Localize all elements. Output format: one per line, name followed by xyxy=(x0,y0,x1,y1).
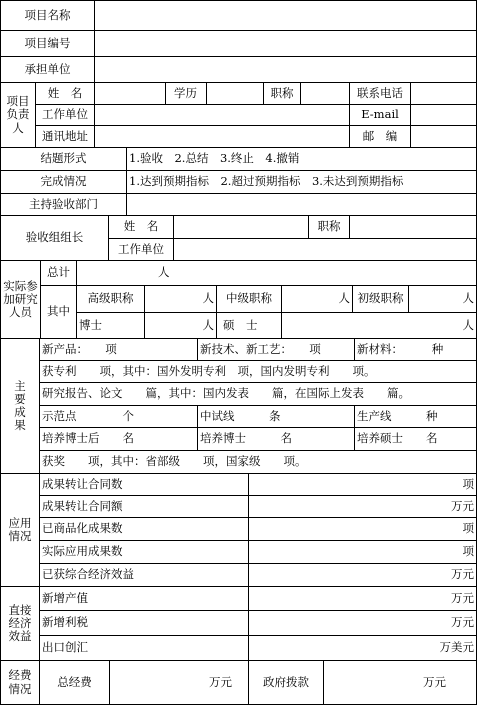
awards[interactable]: 获奖 项，其中：省部级 项，国家级 项。 xyxy=(39,450,477,474)
app-item-field[interactable] xyxy=(248,517,477,541)
app-item-field[interactable] xyxy=(248,563,477,587)
app-item-unit: 项 xyxy=(462,521,474,536)
leader-address-label: 通讯地址 xyxy=(35,125,95,148)
acc-work-unit-label: 工作单位 xyxy=(108,238,174,261)
app-item-unit: 万元 xyxy=(451,567,474,582)
master-unit: 人 xyxy=(462,317,474,332)
junior-title-label: 初级职称 xyxy=(352,285,409,313)
middle-title-field[interactable] xyxy=(281,285,353,313)
total-unit: 人 xyxy=(158,265,170,280)
leader-education-label: 学历 xyxy=(165,82,207,105)
senior-unit: 人 xyxy=(202,291,214,306)
econ-item-field[interactable] xyxy=(248,635,477,661)
total-funding-unit: 万元 xyxy=(209,674,232,689)
leader-work-unit-label: 工作单位 xyxy=(35,104,95,126)
project-leader-label: 项目负责人 xyxy=(0,82,36,148)
gov-funding-unit: 万元 xyxy=(423,674,446,689)
project-number-field[interactable] xyxy=(94,30,477,57)
new-material[interactable]: 新材料： 种 xyxy=(354,338,477,361)
acc-name-label: 姓 名 xyxy=(108,215,174,239)
senior-title-field[interactable] xyxy=(144,285,217,313)
app-item-unit: 万元 xyxy=(451,498,474,513)
leader-address-field[interactable] xyxy=(94,125,350,148)
gov-funding-field[interactable] xyxy=(323,660,477,705)
leader-phone-field[interactable] xyxy=(410,82,477,105)
econ-item-unit: 万元 xyxy=(451,590,474,605)
doctor-label: 博士 xyxy=(76,312,145,339)
leader-title-field[interactable] xyxy=(300,82,350,105)
papers[interactable]: 研究报告、论文 篇，其中：国内发表 篇，在国际上发表 篇。 xyxy=(39,382,477,406)
app-item-label: 成果转让合同额 xyxy=(39,495,249,518)
among-label: 其中 xyxy=(40,285,77,339)
main-results-label: 主要成果 xyxy=(0,338,40,474)
completion-label: 完成情况 xyxy=(0,170,127,194)
acc-title-field[interactable] xyxy=(349,215,477,239)
undertaking-unit-label: 承担单位 xyxy=(0,56,95,83)
app-item-field[interactable] xyxy=(248,540,477,564)
pilot-line[interactable]: 中试线 条 xyxy=(197,405,355,428)
undertaking-unit-field[interactable] xyxy=(94,56,477,83)
junior-title-field[interactable] xyxy=(408,285,477,313)
research-staff-label: 实际参加研究人员 xyxy=(0,260,41,339)
gov-funding-label: 政府拨款 xyxy=(248,660,324,705)
leader-postcode-label: 邮 编 xyxy=(349,125,411,148)
demo-point[interactable]: 示范点 个 xyxy=(39,405,198,428)
leader-email-label: E-mail xyxy=(349,104,411,126)
total-funding-label: 总经费 xyxy=(39,660,110,705)
total-label: 总计 xyxy=(40,260,77,286)
econ-item-label: 出口创汇 xyxy=(39,635,249,661)
total-field[interactable] xyxy=(76,260,477,286)
leader-email-field[interactable] xyxy=(410,104,477,126)
master-label: 硕 士 xyxy=(216,312,282,339)
project-number-label: 项目编号 xyxy=(0,30,95,57)
new-product[interactable]: 新产品： 项 xyxy=(39,338,198,361)
app-item-field[interactable] xyxy=(248,473,477,496)
acceptance-dept-field[interactable] xyxy=(126,193,477,216)
total-funding-field[interactable] xyxy=(109,660,249,705)
app-item-label: 成果转让合同数 xyxy=(39,473,249,496)
acc-name-field[interactable] xyxy=(173,215,309,239)
econ-item-field[interactable] xyxy=(248,610,477,636)
acceptance-dept-label: 主持验收部门 xyxy=(0,193,127,216)
master-trained[interactable]: 培养硕士 名 xyxy=(354,427,477,451)
middle-unit: 人 xyxy=(338,291,350,306)
doctor-unit: 人 xyxy=(202,317,214,332)
application-label: 应用情况 xyxy=(0,473,40,587)
acceptance-leader-label: 验收组组长 xyxy=(0,215,109,261)
leader-postcode-field[interactable] xyxy=(410,125,477,148)
production-line[interactable]: 生产线 种 xyxy=(354,405,477,428)
app-item-label: 已商品化成果数 xyxy=(39,517,249,541)
closure-form-options[interactable]: 1.验收 2.总结 3.终止 4.撤销 xyxy=(126,147,477,171)
new-tech[interactable]: 新技术、新工艺： 项 xyxy=(197,338,355,361)
acc-title-label: 职称 xyxy=(308,215,350,239)
middle-title-label: 中级职称 xyxy=(216,285,282,313)
econ-item-field[interactable] xyxy=(248,586,477,611)
leader-name-label: 姓 名 xyxy=(35,82,95,105)
app-item-unit: 项 xyxy=(462,476,474,491)
econ-item-label: 新增产值 xyxy=(39,586,249,611)
acc-work-unit-field[interactable] xyxy=(173,238,477,261)
phd-trained[interactable]: 培养博士 名 xyxy=(197,427,355,451)
app-item-field[interactable] xyxy=(248,495,477,518)
econ-item-unit: 万元 xyxy=(451,615,474,630)
master-field[interactable] xyxy=(281,312,477,339)
junior-unit: 人 xyxy=(462,291,474,306)
econ-item-unit: 万美元 xyxy=(439,640,474,655)
leader-work-unit-field[interactable] xyxy=(94,104,350,126)
app-item-label: 实际应用成果数 xyxy=(39,540,249,564)
app-item-label: 已获综合经济效益 xyxy=(39,563,249,587)
econ-item-label: 新增利税 xyxy=(39,610,249,636)
leader-name-field[interactable] xyxy=(94,82,166,105)
project-name-label: 项目名称 xyxy=(0,0,95,31)
closure-form-label: 结题形式 xyxy=(0,147,127,171)
leader-education-field[interactable] xyxy=(206,82,264,105)
app-item-unit: 项 xyxy=(462,544,474,559)
senior-title-label: 高级职称 xyxy=(76,285,145,313)
project-name-field[interactable] xyxy=(94,0,477,31)
completion-options[interactable]: 1.达到预期指标 2.超过预期指标 3.未达到预期指标 xyxy=(126,170,477,194)
funding-label: 经费情况 xyxy=(0,660,40,705)
patents[interactable]: 获专利 项，其中：国外发明专利 项，国内发明专利 项。 xyxy=(39,360,477,383)
economic-benefit-label: 直接经济效益 xyxy=(0,586,40,661)
leader-phone-label: 联系电话 xyxy=(349,82,411,105)
doctor-field[interactable] xyxy=(144,312,217,339)
postdoc-trained[interactable]: 培养博士后 名 xyxy=(39,427,198,451)
leader-title-label: 职称 xyxy=(263,82,301,105)
